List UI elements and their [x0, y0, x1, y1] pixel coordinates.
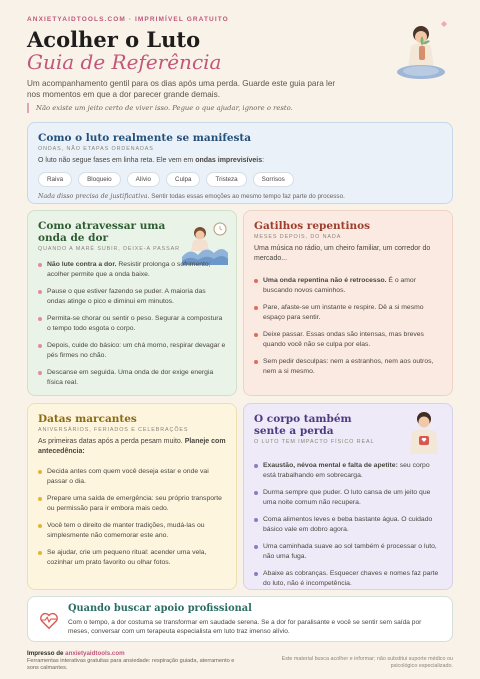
- grief-manifest-card: [27, 122, 453, 204]
- item-bold: Uma onda repentina não é retrocesso.: [263, 277, 387, 284]
- heartbeat-icon: [38, 609, 60, 631]
- item-text: Resistir prolonga o sofrimento; acolher permite que a onda baixe.: [47, 261, 211, 278]
- card-subtitle: QUANDO A MARÉ SUBIR, DEIXE-A PASSAR: [38, 246, 180, 252]
- list-item: [254, 515, 442, 534]
- card-intro: [38, 437, 226, 457]
- list-item: [38, 467, 226, 486]
- card-title: O corpo também sente a perda: [254, 413, 352, 437]
- item-text: Durma sempre que puder. O luto cansa de um jeito que uma noite comum não recupera.: [263, 489, 431, 506]
- list-item: [38, 494, 226, 513]
- emotion-chips: [38, 172, 442, 187]
- wave-list: [38, 260, 226, 387]
- footer-printed-by: [27, 650, 125, 657]
- card-text: Com o tempo, a dor costuma se transformar em saudade serena. Se a dor for paralisante e você se sentir sem saída por meses, conversar com um terapeuta especialista em luto traz imenso alívio.: [68, 619, 422, 635]
- person-holding-heart-illustration: [402, 408, 446, 456]
- item-text: Coma alimentos leves e beba bastante água. O cuidado básico vale em dobro agora.: [263, 516, 433, 533]
- item-bold: Não lute contra a dor.: [47, 261, 117, 268]
- item-text: Se ajudar, crie um pequeno ritual: acender uma vela, cozinhar um prato favorito ou olhar fotos.: [47, 549, 207, 566]
- list-item: [254, 276, 442, 295]
- item-text: seu corpo está trabalhando em sobrecarga.: [263, 462, 430, 479]
- item-text: Permita-se chorar ou sentir o peso. Segurar a compostura o tempo todo esgota o corpo.: [47, 315, 223, 332]
- body-grief-card: [243, 403, 453, 590]
- text-suffix: :: [262, 157, 265, 164]
- body-list: [254, 461, 442, 588]
- card-title: Quando buscar apoio profissional: [68, 603, 252, 614]
- support-card: [27, 596, 453, 642]
- brand-line: ANXIETYAIDTOOLS.COM · IMPRIMÍVEL GRATUITO: [27, 16, 229, 23]
- footer-disclaimer: Este material busca acolher e informar; não substitui suporte médico ou psicológico especializado.: [281, 656, 453, 669]
- triggers-card: [243, 210, 453, 396]
- card-subtitle: ONDAS, NÃO ETAPAS ORDENADAS: [38, 146, 154, 152]
- page-title: Acolher o Luto: [27, 27, 201, 52]
- list-item: [254, 303, 442, 322]
- dates-list: [38, 467, 226, 567]
- item-bold: Exaustão, névoa mental e falta de apetite:: [263, 462, 398, 469]
- item-text: Decida antes com quem você deseja estar e onde vai passar o dia.: [47, 468, 209, 485]
- card-intro: Uma música no rádio, um cheiro familiar, um corredor do mercado...: [254, 245, 431, 262]
- chip: Tristeza: [206, 172, 246, 187]
- item-text: Sem pedir desculpas: nem a estranhos, nem aos outros, nem a si mesmo.: [263, 358, 434, 375]
- footer-tagline: Ferramentas interativas gratuitas para ansiedade: respiração guiada, aterramento e sons calmantes.: [27, 658, 235, 671]
- page-header: [27, 16, 357, 100]
- list-item: [38, 260, 226, 279]
- list-item: [38, 368, 226, 387]
- card-note: [38, 193, 442, 200]
- item-text: Deixe passar. Essas ondas são intensas, mas breves quando você não se culpa por elas.: [263, 331, 424, 348]
- page-subtitle: Guia de Referência: [27, 50, 222, 74]
- text-bold: ondas imprevisíveis: [195, 157, 263, 164]
- printed-by-label: Impresso de: [27, 650, 66, 657]
- intro-prefix: As primeiras datas após a perda pesam muito.: [38, 438, 185, 445]
- chip: Sorrisos: [253, 172, 294, 187]
- chip: Culpa: [166, 172, 200, 187]
- item-text: Prepare uma saída de emergência: seu próprio transporte ou permissão para ir embora mais cedo.: [47, 495, 222, 512]
- item-text: Pause o que estiver fazendo se puder. A maioria das ondas atinge o pico e diminui em minutos.: [47, 288, 206, 305]
- chip: Bloqueio: [78, 172, 121, 187]
- card-title: Datas marcantes: [38, 413, 137, 425]
- list-item: [254, 461, 442, 480]
- triggers-list: [254, 276, 442, 376]
- intro-bold: Planeje com antecedência:: [38, 438, 226, 455]
- list-item: [38, 287, 226, 306]
- intro-text: Um acompanhamento gentil para os dias após uma perda. Guarde este guia para ler nos momentos em que a dor parecer grande demais.: [27, 79, 336, 99]
- list-item: [38, 521, 226, 540]
- card-text: [38, 156, 442, 166]
- card-title: Como atravessar uma onda de dor: [38, 220, 166, 244]
- card-subtitle: O LUTO TEM IMPACTO FÍSICO REAL: [254, 439, 375, 445]
- wave-person-illustration: [180, 219, 230, 265]
- footer-left: [27, 650, 247, 672]
- item-text: Você tem o direito de manter tradições, mudá-las ou simplesmente não comemorar este ano.: [47, 522, 205, 539]
- card-title: Como o luto realmente se manifesta: [38, 132, 252, 144]
- item-text: Depois, cuide do básico: um chá morno, respirar devagar e pés firmes no chão.: [47, 342, 226, 359]
- card-subtitle: MESES DEPOIS, DO NADA: [254, 234, 342, 240]
- list-item: [254, 330, 442, 349]
- dates-card: [27, 403, 237, 590]
- meditating-person-illustration: [397, 16, 457, 86]
- list-item: [254, 542, 442, 561]
- list-item: [38, 314, 226, 333]
- list-item: [254, 357, 442, 376]
- list-item: [254, 488, 442, 507]
- card-title: Gatilhos repentinos: [254, 220, 371, 232]
- note-rest: Sentir todas essas emoções ao mesmo tempo faz parte do processo.: [149, 193, 345, 200]
- chip: Alívio: [127, 172, 160, 187]
- text-prefix: O luto não segue fases em linha reta. Ele vem em: [38, 157, 196, 164]
- item-text: É o amor buscando novos caminhos.: [263, 277, 416, 294]
- item-text: Descanse em seguida. Uma onda de dor exige energia física real.: [47, 369, 214, 386]
- item-text: Pare, afaste-se um instante e respire. Dê a si mesmo espaço para sentir.: [263, 304, 424, 321]
- intro-quote: Não existe um jeito certo de viver isso. Pegue o que ajudar, ignore o resto.: [27, 103, 447, 113]
- list-item: [254, 569, 442, 588]
- list-item: [38, 548, 226, 567]
- note-italic: Nada disso precisa de justificativa.: [38, 193, 150, 200]
- item-text: Abaixe as cobranças. Esquecer chaves e nomes faz parte do luto, não é incompetência.: [263, 570, 439, 587]
- list-item: [38, 341, 226, 360]
- item-text: Uma caminhada suave ao sol também é processar o luto, não uma fuga.: [263, 543, 437, 560]
- chip: Raiva: [38, 172, 72, 187]
- footer-site-link[interactable]: anxietyaidtools.com: [65, 650, 125, 657]
- card-subtitle: ANIVERSÁRIOS, FERIADOS E CELEBRAÇÕES: [38, 427, 189, 433]
- wave-card: [27, 210, 237, 396]
